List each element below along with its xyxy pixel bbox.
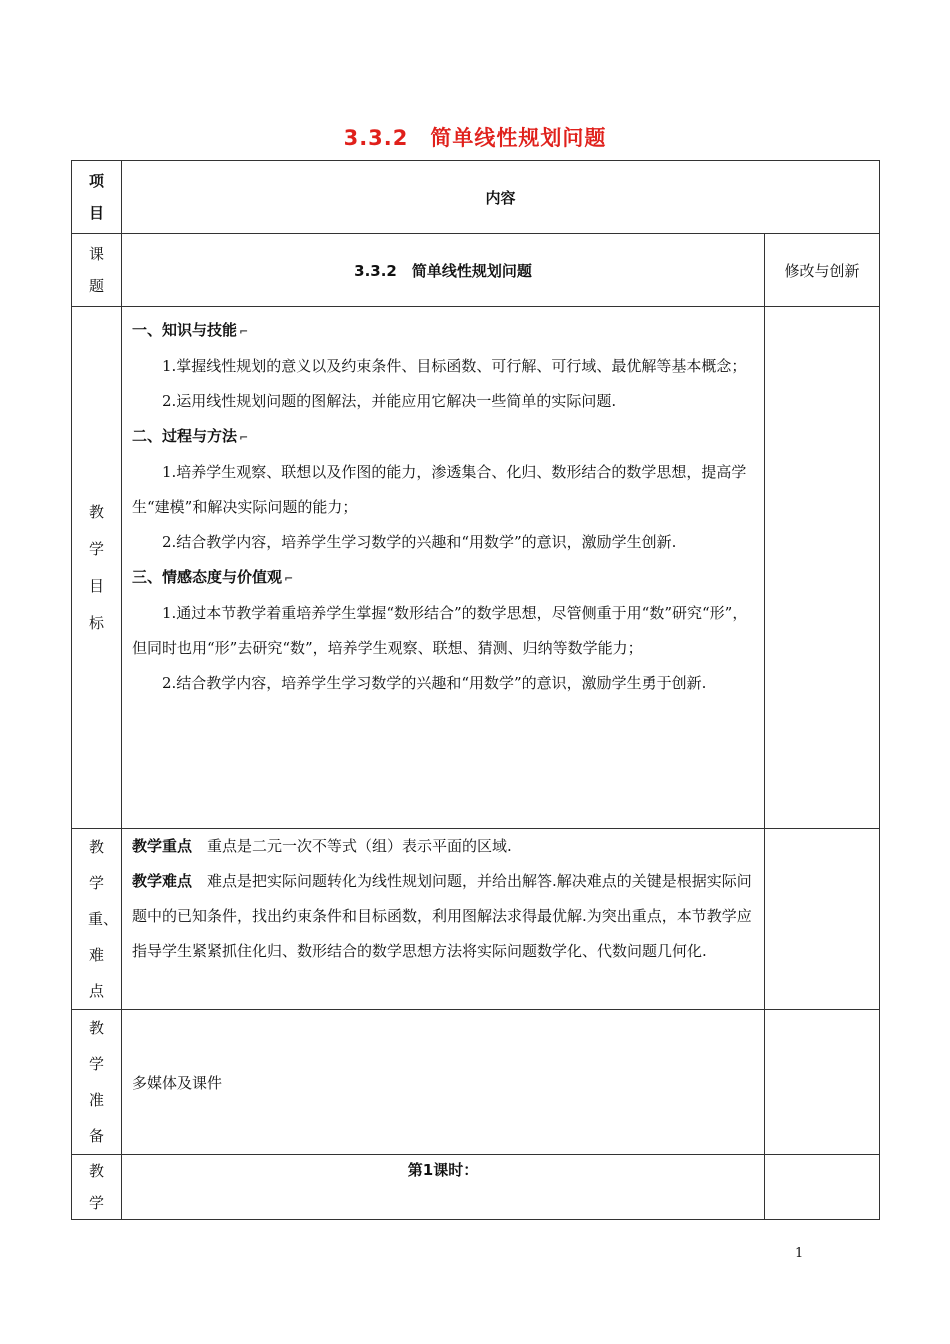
goal-3-2: 2.结合教学内容，培养学生学习数学的兴趣和“用数学”的意识，激励学生勇于创新. (162, 674, 707, 692)
goals-label: 教学目标 (88, 502, 104, 632)
key-point-text: 重点是二元一次不等式（组）表示平面的区域. (207, 837, 512, 855)
keypoints-label-cell (72, 829, 122, 1010)
header-row (72, 161, 880, 234)
key-point-label: 教学重点 (132, 837, 193, 855)
goals-content (122, 307, 765, 829)
keypoints-label: 教学重、难点 (88, 838, 119, 1000)
difficult-point-text: 难点是把实际问题转化为线性规划问题，并给出解答.解决难点的关键是根据实际问题中的已知条件，找出约束条件和目标函数，利用图解法求得最优解.为突出重点，本节教学应指导学生紧紧抓住化归、数形结合的数学思想方法将实际问题数学化、代数问题几何化. (132, 872, 752, 960)
goal-2-1: 1.培养学生观察、联想以及作图的能力，渗透集合、化归、数形结合的数学思想，提高学生“建模”和解决实际问题的能力； (132, 463, 747, 516)
difficult-point-label: 教学难点 (132, 872, 193, 890)
process-row (72, 1155, 880, 1220)
lesson-period: 第1课时： (122, 1155, 765, 1220)
prep-notes (765, 1010, 880, 1155)
goals-label-cell (72, 307, 122, 829)
process-notes (765, 1155, 880, 1220)
goals-row (72, 307, 880, 829)
topic-value: 3.3.2 简单线性规划问题 (122, 234, 765, 307)
edit-mark-icon: ⌐ (284, 572, 294, 585)
item-header-cell (72, 161, 122, 234)
goal-1-2: 2.运用线性规划问题的图解法，并能应用它解决一些简单的实际问题. (162, 392, 617, 410)
keypoints-notes (765, 829, 880, 1010)
topic-row (72, 234, 880, 307)
topic-label-text: 课题 (88, 245, 104, 295)
lesson-plan-table (71, 160, 880, 1220)
goal-3-1: 1.通过本节教学着重培养学生掌握“数形结合”的数学思想，尽管侧重于用“数”研究“形”，但同时也用“形”去研究“数”，培养学生观察、联想、猜测、归纳等数学能力； (132, 604, 748, 657)
prep-content: 多媒体及课件 (122, 1010, 765, 1155)
goal-section-2: 二、过程与方法 ⌐ (132, 427, 249, 445)
content-header: 内容 (122, 161, 880, 234)
goal-1-1: 1.掌握线性规划的意义以及约束条件、目标函数、可行解、可行域、最优解等基本概念； (162, 357, 747, 375)
goal-section-1: 一、知识与技能 ⌐ (132, 321, 249, 339)
process-label-cell (72, 1155, 122, 1220)
goal-section-3: 三、情感态度与价值观 ⌐ (132, 568, 294, 586)
difficult-point (132, 864, 754, 969)
key-point (132, 829, 754, 864)
prep-row (72, 1010, 880, 1155)
revision-header: 修改与创新 (765, 234, 880, 307)
prep-label: 教学准备 (88, 1019, 104, 1145)
goal-2-2: 2.结合教学内容，培养学生学习数学的兴趣和“用数学”的意识，激励学生创新. (162, 533, 677, 551)
page-number: 1 (795, 1246, 804, 1261)
keypoints-content (122, 829, 765, 1010)
goals-notes (765, 307, 880, 829)
item-header: 项目 (88, 172, 104, 222)
edit-mark-icon: ⌐ (239, 325, 249, 338)
document-title: 3.3.2 简单线性规划问题 (343, 126, 607, 150)
prep-label-cell (72, 1010, 122, 1155)
topic-label (72, 234, 122, 307)
process-label: 教学 (88, 1162, 104, 1212)
keypoints-row (72, 829, 880, 1010)
edit-mark-icon: ⌐ (239, 431, 249, 444)
